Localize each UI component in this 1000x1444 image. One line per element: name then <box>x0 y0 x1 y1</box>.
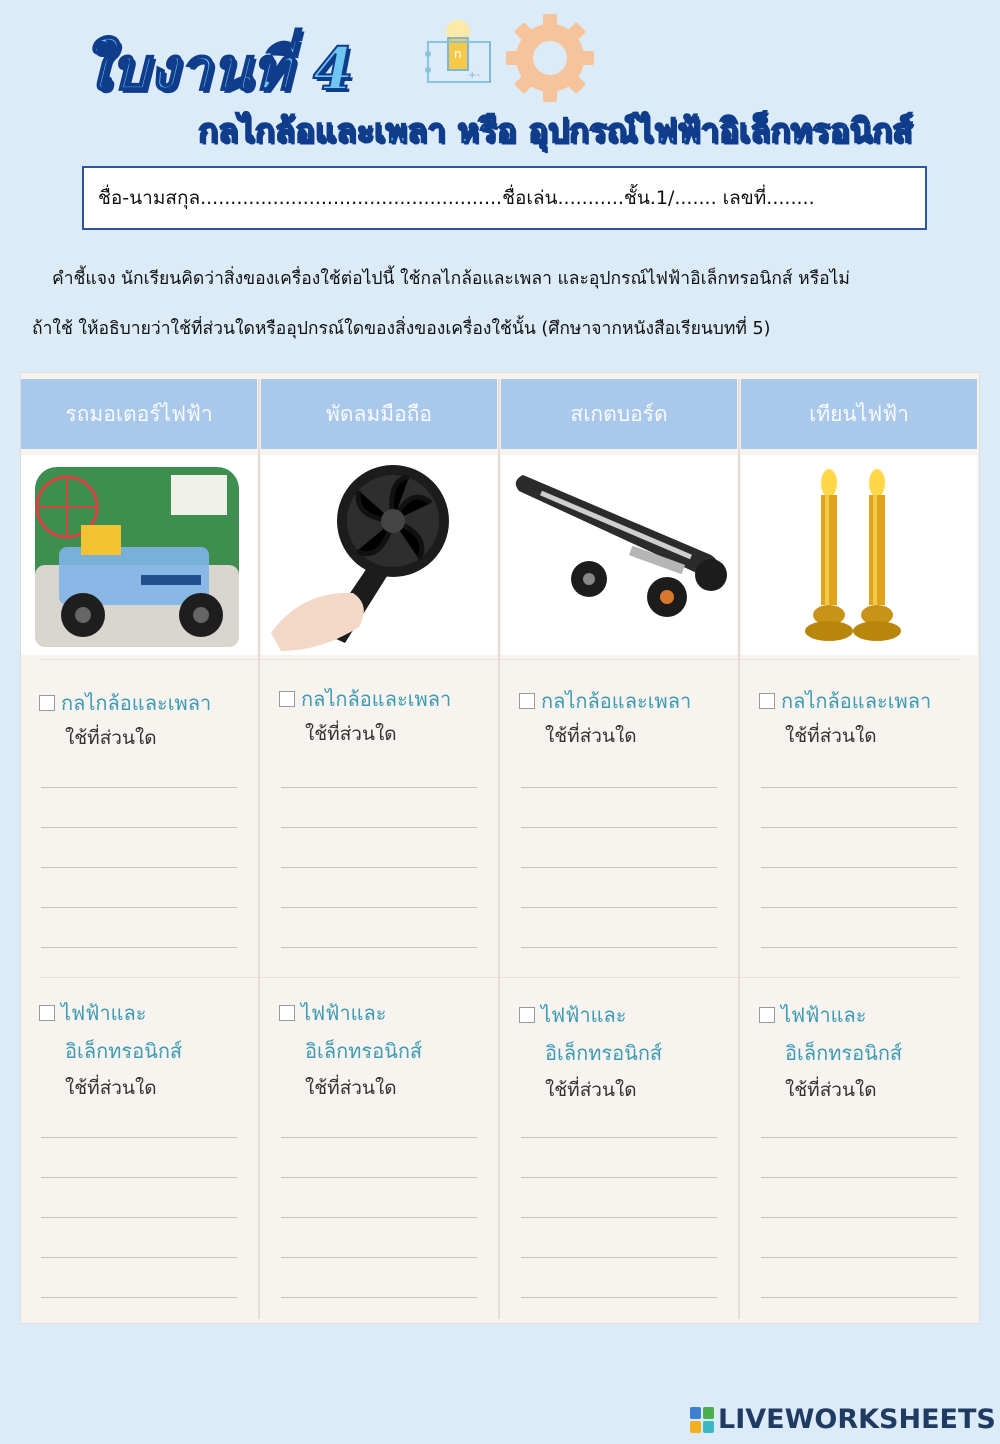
electronics-label-line-1: ไฟฟ้าและ <box>301 1001 387 1025</box>
electronics-option[interactable] <box>759 999 867 1031</box>
electronics-label-line-2: อิเล็กทรอนิกส์ <box>305 1039 423 1063</box>
answer-line[interactable] <box>281 867 477 868</box>
answer-line[interactable] <box>281 1217 477 1218</box>
wheel-axle-option[interactable] <box>759 685 931 717</box>
answer-line[interactable] <box>41 1177 237 1178</box>
liveworksheets-logo-icon <box>690 1407 714 1433</box>
answer-line[interactable] <box>41 947 237 948</box>
checkbox[interactable] <box>519 1007 535 1023</box>
electric-candle-image <box>741 455 977 655</box>
electronics-label-line-1: ไฟฟ้าและ <box>541 1003 627 1027</box>
answer-line[interactable] <box>281 907 477 908</box>
answer-line[interactable] <box>761 907 957 908</box>
instructions-line-2: ถ้าใช้ ให้อธิบายว่าใช้ที่ส่วนใดหรืออุปกรณ์ใดของสิ่งของเครื่องใช้นั้น (ศึกษาจากหนังสือเรียนบทที่ 5) <box>32 319 771 339</box>
instructions-line-1: คำชี้แจง นักเรียนคิดว่าสิ่งของเครื่องใช้ต่อไปนี้ ใช้กลไกล้อและเพลา และอุปกรณ์ไฟฟ้าอิเล็กทรอนิกส์ หรือไม่ <box>52 269 850 289</box>
answer-line[interactable] <box>761 1257 957 1258</box>
gear-icon <box>500 8 600 108</box>
answer-line[interactable] <box>281 1297 477 1298</box>
which-part-label: ใช้ที่ส่วนใด <box>545 1079 637 1101</box>
student-info-box[interactable] <box>82 166 927 230</box>
answer-line[interactable] <box>761 1217 957 1218</box>
answer-line[interactable] <box>521 907 717 908</box>
column-header: เทียนไฟฟ้า <box>741 379 977 449</box>
checkbox[interactable] <box>39 1005 55 1021</box>
skateboard-image <box>501 455 737 655</box>
student-info-line: ชื่อ-นามสกุล..................................................ชื่อเล่น...........ชั้น.1/....... เลขที่........ <box>98 187 815 209</box>
wheel-axle-label: กลไกล้อและเพลา <box>781 689 932 713</box>
column-header: พัดลมมือถือ <box>261 379 497 449</box>
answer-line[interactable] <box>41 1217 237 1218</box>
electronics-option[interactable] <box>519 999 627 1031</box>
column-divider <box>258 379 260 1319</box>
handheld-fan-image <box>261 455 497 655</box>
answer-line[interactable] <box>41 787 237 788</box>
which-part-label: ใช้ที่ส่วนใด <box>305 723 397 745</box>
item-image-cell <box>741 455 977 655</box>
liveworksheets-brand-text: LIVEWORKSHEETS <box>718 1404 996 1435</box>
answer-line[interactable] <box>281 787 477 788</box>
answer-line[interactable] <box>281 1257 477 1258</box>
column-divider <box>738 379 740 1319</box>
answer-line[interactable] <box>521 1137 717 1138</box>
item-image-cell <box>501 455 737 655</box>
answer-line[interactable] <box>281 1177 477 1178</box>
liveworksheets-logo <box>690 1404 996 1435</box>
checkbox[interactable] <box>39 695 55 711</box>
answer-line[interactable] <box>761 867 957 868</box>
answer-line[interactable] <box>521 1257 717 1258</box>
electric-motor-car-image <box>21 455 257 655</box>
checkbox[interactable] <box>519 693 535 709</box>
worksheet-title: ใบงานที่ 4 <box>82 35 355 103</box>
svg-text:n: n <box>454 47 462 61</box>
checkbox[interactable] <box>759 693 775 709</box>
answer-line[interactable] <box>281 1137 477 1138</box>
answer-line[interactable] <box>41 827 237 828</box>
checkbox[interactable] <box>279 1005 295 1021</box>
column-header: สเกตบอร์ด <box>501 379 737 449</box>
answer-line[interactable] <box>521 947 717 948</box>
answer-line[interactable] <box>761 1177 957 1178</box>
electronics-option[interactable] <box>279 997 387 1029</box>
item-image-cell <box>261 455 497 655</box>
answer-line[interactable] <box>521 867 717 868</box>
answer-line[interactable] <box>41 1257 237 1258</box>
checkbox[interactable] <box>759 1007 775 1023</box>
which-part-label: ใช้ที่ส่วนใด <box>545 725 637 747</box>
answer-line[interactable] <box>41 907 237 908</box>
wheel-axle-label: กลไกล้อและเพลา <box>301 687 452 711</box>
answer-line[interactable] <box>41 867 237 868</box>
electronics-option[interactable] <box>39 997 147 1029</box>
worksheet-subtitle: กลไกล้อและเพลา หรือ อุปกรณ์ไฟฟ้าอิเล็กทรอนิกส์ <box>198 111 913 150</box>
row-divider <box>39 659 959 660</box>
electronics-label-line-2: อิเล็กทรอนิกส์ <box>65 1039 183 1063</box>
answer-line[interactable] <box>761 1297 957 1298</box>
electronics-label-line-2: อิเล็กทรอนิกส์ <box>785 1041 903 1065</box>
answer-line[interactable] <box>521 1217 717 1218</box>
answer-line[interactable] <box>41 1297 237 1298</box>
answer-line[interactable] <box>761 787 957 788</box>
answer-line[interactable] <box>521 787 717 788</box>
wheel-axle-option[interactable] <box>279 683 451 715</box>
electronics-label-line-1: ไฟฟ้าและ <box>781 1003 867 1027</box>
lightbulb-circuit-icon <box>418 18 498 94</box>
row-divider <box>39 977 959 978</box>
electronics-label-line-1: ไฟฟ้าและ <box>61 1001 147 1025</box>
which-part-label: ใช้ที่ส่วนใด <box>65 1077 157 1099</box>
which-part-label: ใช้ที่ส่วนใด <box>305 1077 397 1099</box>
answer-line[interactable] <box>761 827 957 828</box>
wheel-axle-option[interactable] <box>519 685 691 717</box>
answer-line[interactable] <box>761 947 957 948</box>
worksheet-table <box>20 372 980 1324</box>
wheel-axle-option[interactable] <box>39 687 211 719</box>
column-header: รถมอเตอร์ไฟฟ้า <box>21 379 257 449</box>
wheel-axle-label: กลไกล้อและเพลา <box>541 689 692 713</box>
answer-line[interactable] <box>521 1177 717 1178</box>
answer-line[interactable] <box>761 1137 957 1138</box>
wheel-axle-label: กลไกล้อและเพลา <box>61 691 212 715</box>
checkbox[interactable] <box>279 691 295 707</box>
which-part-label: ใช้ที่ส่วนใด <box>785 725 877 747</box>
answer-line[interactable] <box>41 1137 237 1138</box>
which-part-label: ใช้ที่ส่วนใด <box>785 1079 877 1101</box>
answer-line[interactable] <box>281 947 477 948</box>
svg-text:+-: +- <box>468 70 480 81</box>
answer-line[interactable] <box>521 1297 717 1298</box>
answer-line[interactable] <box>281 827 477 828</box>
answer-line[interactable] <box>521 827 717 828</box>
column-divider <box>498 379 500 1319</box>
item-image-cell <box>21 455 257 655</box>
electronics-label-line-2: อิเล็กทรอนิกส์ <box>545 1041 663 1065</box>
which-part-label: ใช้ที่ส่วนใด <box>65 727 157 749</box>
